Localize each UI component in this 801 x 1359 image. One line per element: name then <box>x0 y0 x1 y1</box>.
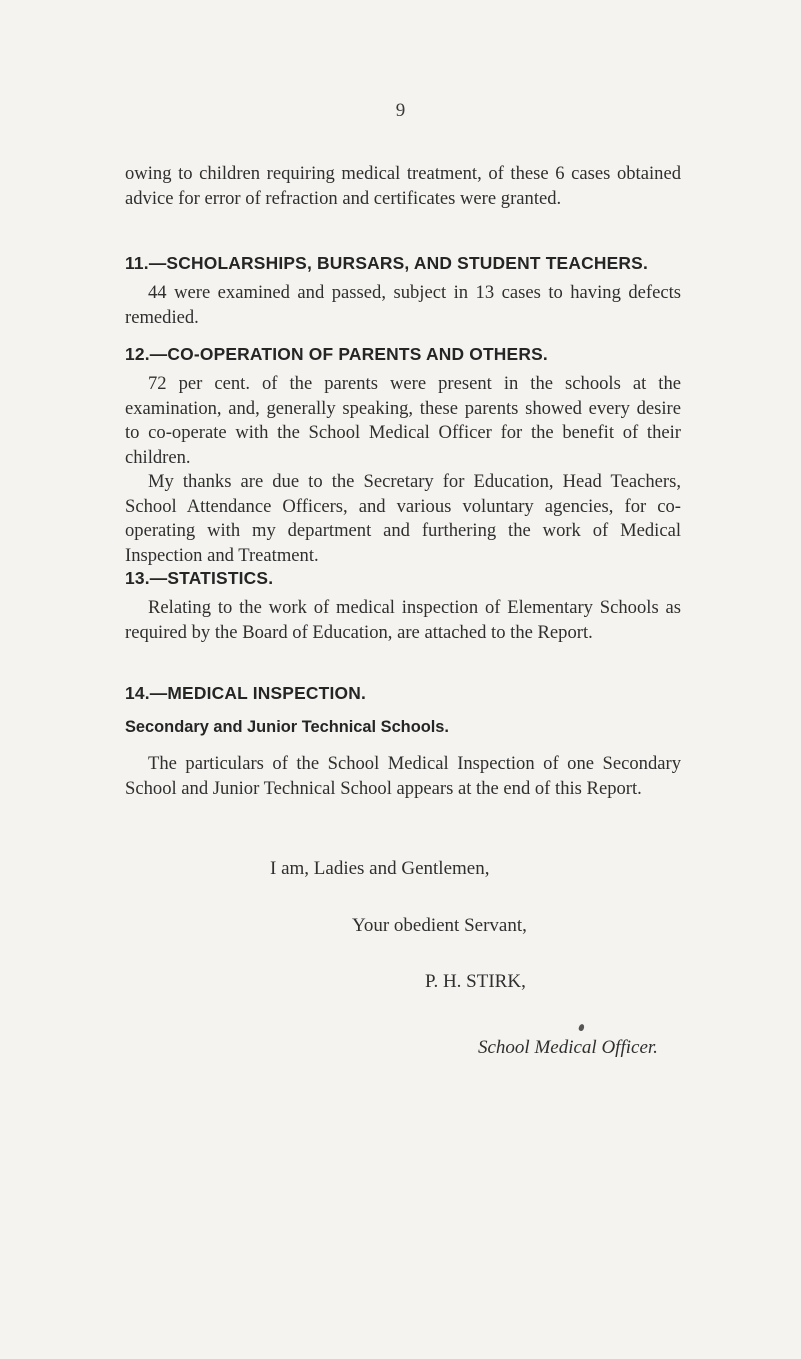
ink-speck <box>578 1023 585 1031</box>
section-13-paragraph: Relating to the work of medical inspection of Elementary Schools as required by the Board of Education, are attached to the Report. <box>125 597 681 643</box>
section-12-paragraph-2: My thanks are due to the Secretary for Education, Head Teachers, School Attendance Officers, and various voluntary agencies, for co-operating with my department and furthering the work of Medical Inspection and Treatment. <box>125 471 681 566</box>
signatory-name: P. H. STIRK, <box>425 971 526 992</box>
section-14-paragraph: The particulars of the School Medical Inspection of one Secondary School and Junior Technical School appears at the end of this Report. <box>125 753 681 799</box>
section-11-body <box>125 281 681 330</box>
section-11-paragraph: 44 were examined and passed, subject in 13 cases to having defects remedied. <box>125 282 681 328</box>
section-14-subheading: Secondary and Junior Technical Schools. <box>125 718 449 736</box>
page-number: 9 <box>395 100 406 121</box>
section-14-heading: 14.—MEDICAL INSPECTION. <box>125 683 367 703</box>
section-12-paragraph-1: 72 per cent. of the parents were present in the schools at the examination, and, generally speaking, these parents showed every desire to co-operate with the School Medical Officer for the benefit of their children. <box>125 373 681 468</box>
closing-salutation: I am, Ladies and Gentlemen, <box>270 858 490 879</box>
section-13-body <box>125 596 681 645</box>
intro-paragraph <box>125 162 681 211</box>
section-12-heading: 12.—CO-OPERATION OF PARENTS AND OTHERS. <box>125 344 548 364</box>
closing-valediction: Your obedient Servant, <box>352 915 527 936</box>
section-11-heading: 11.—SCHOLARSHIPS, BURSARS, AND STUDENT TEACHERS. <box>125 253 649 273</box>
section-14-body <box>125 752 681 801</box>
signatory-title: School Medical Officer. <box>478 1037 658 1058</box>
section-12-body <box>125 372 681 568</box>
intro-text: owing to children requiring medical treatment, of these 6 cases obtained advice for error of refraction and certificates were granted. <box>125 163 681 209</box>
section-13-heading: 13.—STATISTICS. <box>125 568 274 588</box>
